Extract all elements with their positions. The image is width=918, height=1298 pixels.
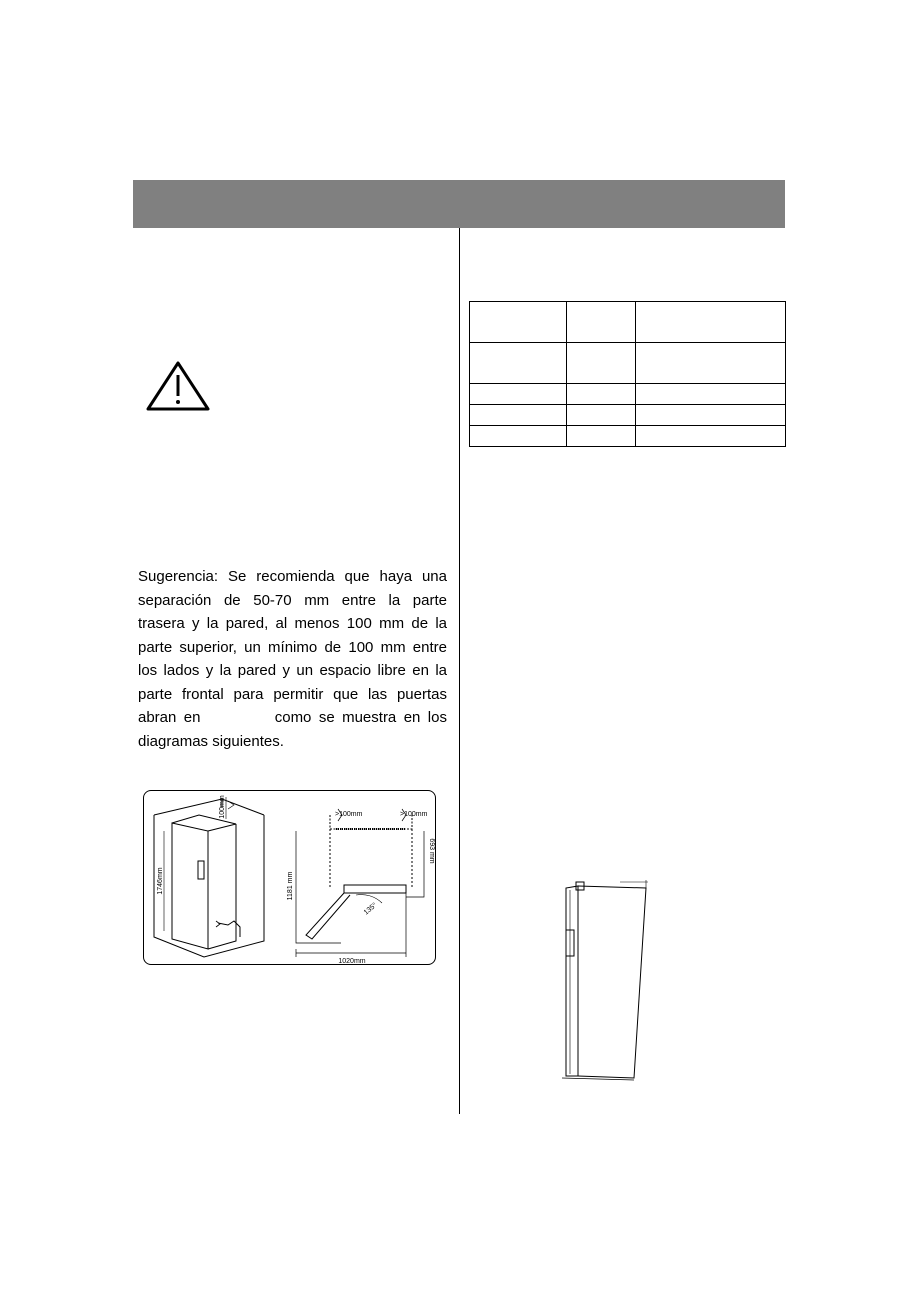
table-row: [470, 384, 786, 405]
table-cell: [566, 426, 636, 447]
table-row: [470, 343, 786, 384]
table-cell: [470, 426, 567, 447]
installation-tip: [138, 565, 447, 753]
table-row: [470, 405, 786, 426]
total-depth-label: 1181 mm: [287, 871, 294, 901]
column-divider: [459, 228, 460, 1114]
tip-line: los lados y la pared y un espacio libre en la: [138, 662, 447, 679]
tip-line: abran en como se muestra en los: [138, 709, 447, 726]
tip-line: parte frontal para permitir que las puertas: [138, 685, 447, 703]
side-left-label: >100mm: [335, 811, 363, 818]
side-right-label: >100mm: [400, 811, 428, 818]
table-cell: [636, 302, 786, 343]
tip-line: diagramas siguientes.: [138, 732, 284, 750]
table-cell: [470, 343, 567, 384]
table-cell: [470, 405, 567, 426]
clearance-diagram: [143, 790, 436, 965]
freezer-side-view: [560, 880, 655, 1085]
width-label: 1020mm: [338, 958, 366, 965]
clearance-diagram-drawing: [144, 791, 437, 966]
table-cell: [470, 384, 567, 405]
table-cell: [566, 343, 636, 384]
top-clearance-label: 100mm: [219, 795, 226, 819]
tip-line: Sugerencia: Se recomienda que haya una: [138, 568, 447, 585]
table-cell: [636, 384, 786, 405]
tip-line: separación de 50-70 mm entre la parte: [138, 591, 447, 609]
table-cell: [566, 302, 636, 343]
section-header-bar: [133, 180, 785, 228]
angle-label: 135°: [362, 901, 379, 917]
table-cell: [566, 384, 636, 405]
table-cell: [636, 426, 786, 447]
spec-table: [469, 301, 786, 447]
warning-triangle-icon: [145, 360, 211, 412]
depth-label: 693 mm: [428, 838, 435, 864]
table-cell: [636, 343, 786, 384]
table-cell: [636, 405, 786, 426]
table-cell: [470, 302, 567, 343]
table-row: [470, 426, 786, 447]
table-row: [470, 302, 786, 343]
tip-line: parte superior, un mínimo de 100 mm entre: [138, 638, 447, 656]
height-label: 1746mm: [157, 867, 164, 895]
table-cell: [566, 405, 636, 426]
tip-line: trasera y la pared, al menos 100 mm de la: [138, 615, 447, 632]
